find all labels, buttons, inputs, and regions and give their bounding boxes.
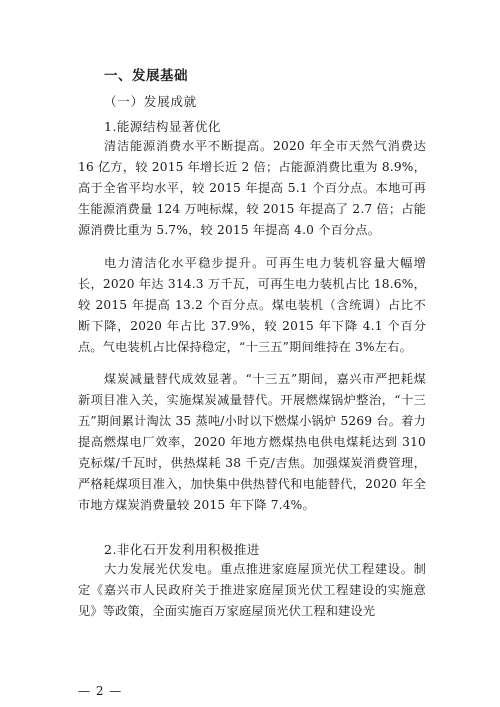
section-heading: 一、发展基础 [104, 68, 188, 84]
paragraph-coal-reduction: 煤炭减量替代成效显著。“十三五”期间，嘉兴市严把耗煤新项目准入关，实施煤炭减量替代。开展燃煤锅炉整治，“十三五”期间累计淘汰 35 蒸吨/小时以下燃煤小锅炉 5269 台。着力提高燃煤电厂效率，2020 年地方燃煤热电供电煤耗达到 310 克标煤/千瓦时，供热煤耗 38 千克/吉焦。加强煤炭消费管理，严格耗煤项目准入，加快集中供热替代和电能替代，2020 年全市地方煤炭消费量较 2015 年下降 7.4%。 [78, 372, 426, 512]
paragraph-clean-energy: 清洁能源消费水平不断提高。2020 年全市天然气消费达 16 亿方，较 2015 年增长近 2 倍；占能源消费比重为 8.9%，高于全省平均水平，较 2015 年提高 5.1 个百分点。本地可再生能源消费量 124 万吨标煤，较 2015 年提高了 2.7 倍；占能源消费比重为 5.7%，较 2015 年提高 4.0 个百分点。 [78, 139, 426, 237]
item-heading-1: 1.能源结构显著优化 [104, 119, 221, 134]
paragraph-solar: 大力发展光伏发电。重点推进家庭屋顶光伏工程建设。制定《嘉兴市人民政府关于推进家庭屋顶光伏工程建设的实施意见》等政策，全面实施百万家庭屋顶光伏工程和建设光 [78, 562, 426, 618]
page-number: — 2 — [78, 684, 123, 698]
paragraph-electricity: 电力清洁化水平稳步提升。可再生电力装机容量大幅增长，2020 年达 314.3 万千瓦，可再生电力装机占比 18.6%，较 2015 年提高 13.2 个百分点。煤电装机（含统调）占比不断下降，2020 年占比 37.9%，较 2015 年下降 4.1 个百分点。气电装机占比保持稳定，“十三五”期间维持在 3%左右。 [78, 256, 426, 354]
item-heading-2: 2.非化石开发利用积极推进 [104, 542, 260, 557]
subsection-heading: （一）发展成就 [104, 94, 198, 109]
